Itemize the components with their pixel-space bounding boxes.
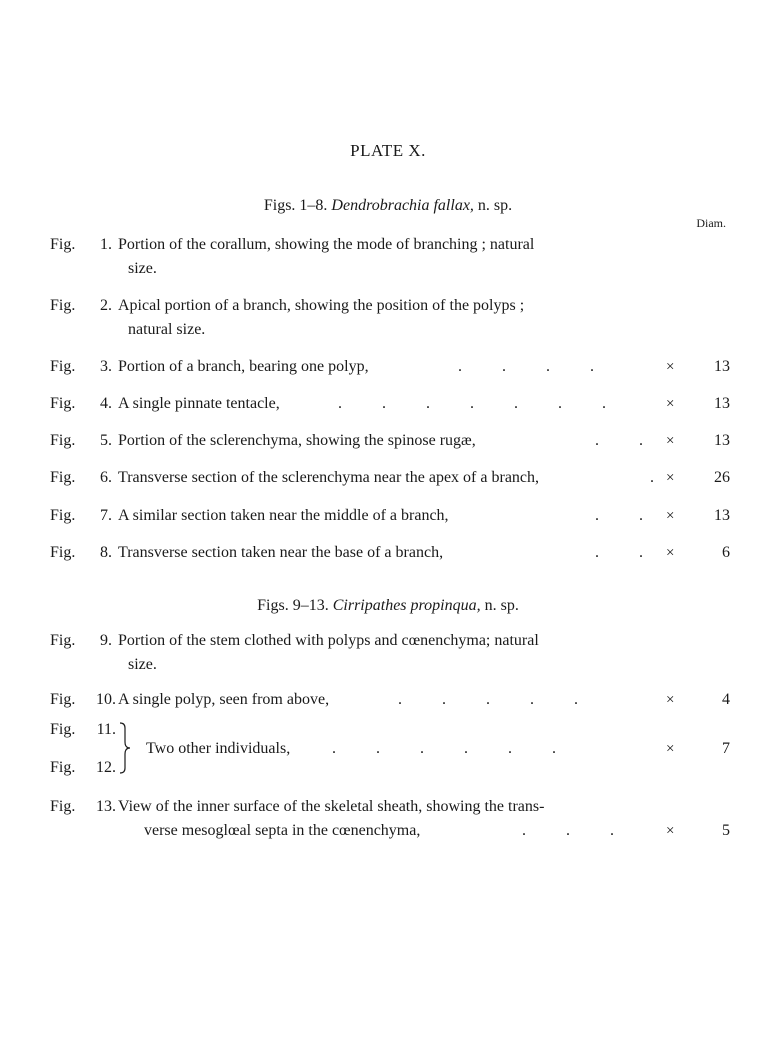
fig-description: A single polyp, seen from above,	[118, 691, 330, 708]
magnification-value: 13	[714, 432, 730, 449]
fig-label: Fig.	[50, 297, 76, 314]
fig-number: 4.	[100, 395, 112, 412]
fig-number: 13.	[96, 798, 116, 815]
fig-label: Fig.	[50, 358, 76, 375]
magnification-value: 5	[722, 822, 730, 839]
magnification-value: 4	[722, 691, 730, 708]
right-brace-icon	[118, 722, 132, 774]
fig-description: Transverse section taken near the base of a branch,	[118, 544, 444, 561]
fig-description-continued: size.	[128, 656, 157, 673]
magnification-sign: ×	[666, 545, 675, 561]
leader-dots: . .	[595, 544, 643, 561]
magnification-value: 13	[714, 395, 730, 412]
section-prefix: Figs. 9–13.	[257, 597, 329, 614]
magnification-sign: ×	[666, 396, 675, 412]
fig-label: Fig.	[50, 395, 76, 412]
fig-label: Fig.	[50, 236, 76, 253]
fig-number: 7.	[100, 507, 112, 524]
magnification-value: 26	[714, 469, 730, 486]
fig-label: Fig.	[50, 759, 76, 776]
magnification-sign: ×	[666, 741, 675, 757]
fig-description-continued: verse mesoglœal septa in the cœnenchyma,	[144, 822, 421, 839]
section-prefix: Figs. 1–8.	[263, 197, 328, 214]
fig-description: Portion of a branch, bearing one polyp,	[118, 358, 369, 375]
fig-number: 1.	[100, 236, 112, 253]
magnification-sign: ×	[666, 823, 675, 839]
fig-label: Fig.	[50, 691, 76, 708]
fig-description: Transverse section of the sclerenchyma near the apex of a branch,	[118, 469, 540, 486]
magnification-sign: ×	[666, 508, 675, 524]
fig-label: Fig.	[50, 469, 76, 486]
magnification-sign: ×	[666, 470, 675, 486]
fig-number: 8.	[100, 544, 112, 561]
leader-dots: . .	[595, 432, 643, 449]
fig-number: 5.	[100, 432, 112, 449]
fig-description-continued: size.	[128, 260, 157, 277]
fig-label: Fig.	[50, 798, 76, 815]
fig-description: A single pinnate tentacle,	[118, 395, 280, 412]
fig-number: 11.	[96, 721, 116, 738]
leader-dots: . .	[595, 507, 643, 524]
species-name: Dendrobrachia fallax,	[331, 197, 474, 214]
magnification-value: 7	[722, 740, 730, 757]
magnification-value: 13	[714, 358, 730, 375]
fig-description: Portion of the sclerenchyma, showing the spinose rugæ,	[118, 432, 476, 449]
fig-label: Fig.	[50, 432, 76, 449]
fig-number: 3.	[100, 358, 112, 375]
fig-description: A similar section taken near the middle of a branch,	[118, 507, 449, 524]
figure-entry-11-12	[50, 718, 730, 778]
fig-label: Fig.	[50, 721, 76, 738]
magnification-sign: ×	[666, 359, 675, 375]
magnification-value: 13	[714, 507, 730, 524]
fig-number: 12.	[96, 759, 116, 776]
fig-description: Portion of the stem clothed with polyps and cœnenchyma; natural	[118, 632, 539, 649]
leader-dots: . . .	[522, 822, 614, 839]
magnification-sign: ×	[666, 433, 675, 449]
section-suffix: n. sp.	[477, 197, 513, 214]
magnification-sign: ×	[666, 692, 675, 708]
fig-label: Fig.	[50, 507, 76, 524]
leader-dots: . . . . .	[398, 691, 578, 708]
section-suffix: n. sp.	[484, 597, 519, 614]
fig-label: Fig.	[50, 544, 76, 561]
section-heading-cirripathes	[0, 597, 776, 615]
fig-number: 10.	[96, 691, 116, 708]
fig-description: Two other individuals,	[146, 740, 291, 757]
magnification-value: 6	[722, 544, 730, 561]
fig-number: 2.	[100, 297, 112, 314]
leader-dots: . . . . . .	[332, 740, 556, 757]
fig-description: Apical portion of a branch, showing the position of the polyps ;	[118, 297, 525, 314]
leader-dots: .	[650, 469, 654, 486]
leader-dots: . . . . . . .	[338, 395, 606, 412]
fig-number: 9.	[100, 632, 112, 649]
fig-description: Portion of the corallum, showing the mode of branching ; natural	[118, 236, 535, 253]
leader-dots: . . . .	[458, 358, 594, 375]
fig-description-continued: natural size.	[128, 321, 206, 338]
fig-label: Fig.	[50, 632, 76, 649]
fig-number: 6.	[100, 469, 112, 486]
section-heading-dendrobrachia	[0, 197, 776, 215]
diam-column-header: Diam.	[696, 216, 726, 230]
fig-description: View of the inner surface of the skeletal sheath, showing the trans-	[118, 798, 545, 815]
species-name: Cirripathes propinqua,	[332, 597, 481, 614]
plate-title: PLATE X.	[350, 141, 426, 160]
